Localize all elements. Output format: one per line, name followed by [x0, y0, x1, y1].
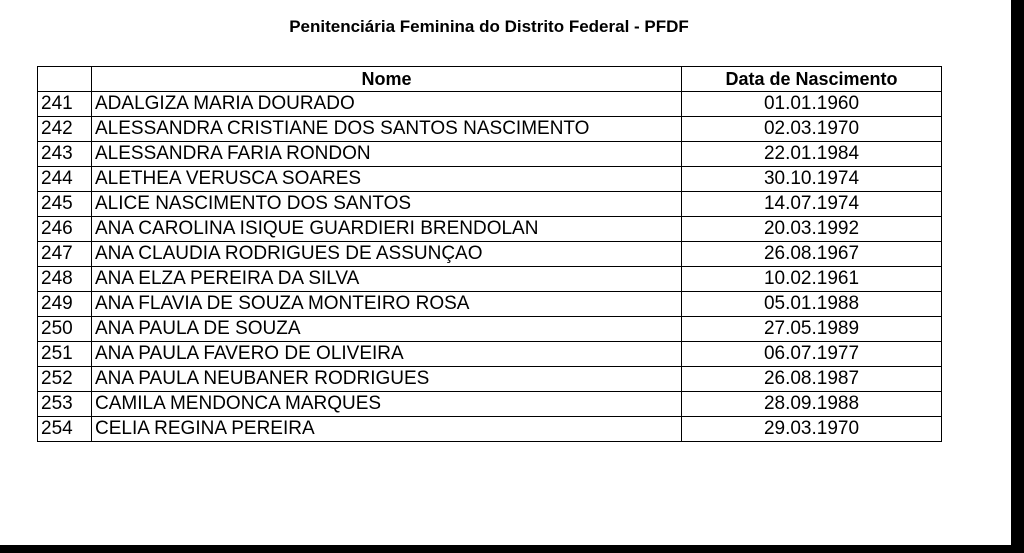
row-number: 247	[38, 242, 92, 267]
row-name: ANA FLAVIA DE SOUZA MONTEIRO ROSA	[92, 292, 682, 317]
row-name: ANA CLAUDIA RODRIGUES DE ASSUNÇAO	[92, 242, 682, 267]
row-number: 250	[38, 317, 92, 342]
row-name: ANA ELZA PEREIRA DA SILVA	[92, 267, 682, 292]
row-birth-date: 14.07.1974	[682, 192, 942, 217]
row-birth-date: 20.03.1992	[682, 217, 942, 242]
table-row	[38, 242, 942, 267]
column-header-number	[38, 67, 92, 92]
row-number: 241	[38, 92, 92, 117]
table-row	[38, 142, 942, 167]
row-name: CAMILA MENDONCA MARQUES	[92, 392, 682, 417]
table-row	[38, 217, 942, 242]
table-row	[38, 267, 942, 292]
row-number: 248	[38, 267, 92, 292]
column-header-birth-date: Data de Nascimento	[682, 67, 942, 92]
table-row	[38, 167, 942, 192]
table-row	[38, 317, 942, 342]
inmate-table	[37, 66, 942, 442]
row-name: ANA PAULA FAVERO DE OLIVEIRA	[92, 342, 682, 367]
row-birth-date: 01.01.1960	[682, 92, 942, 117]
row-birth-date: 05.01.1988	[682, 292, 942, 317]
column-header-name: Nome	[92, 67, 682, 92]
row-birth-date: 28.09.1988	[682, 392, 942, 417]
row-birth-date: 27.05.1989	[682, 317, 942, 342]
row-number: 253	[38, 392, 92, 417]
row-birth-date: 26.08.1967	[682, 242, 942, 267]
row-name: ALICE NASCIMENTO DOS SANTOS	[92, 192, 682, 217]
row-name: ADALGIZA MARIA DOURADO	[92, 92, 682, 117]
table-row	[38, 117, 942, 142]
row-number: 245	[38, 192, 92, 217]
row-number: 254	[38, 417, 92, 442]
document-title: Penitenciária Feminina do Distrito Federal - PFDF	[289, 17, 689, 36]
row-name: ANA CAROLINA ISIQUE GUARDIERI BRENDOLAN	[92, 217, 682, 242]
row-number: 244	[38, 167, 92, 192]
table-header-row	[38, 67, 942, 92]
row-birth-date: 30.10.1974	[682, 167, 942, 192]
row-birth-date: 26.08.1987	[682, 367, 942, 392]
row-name: ANA PAULA DE SOUZA	[92, 317, 682, 342]
row-number: 242	[38, 117, 92, 142]
table-row	[38, 292, 942, 317]
row-number: 246	[38, 217, 92, 242]
table-row	[38, 392, 942, 417]
row-name: ANA PAULA NEUBANER RODRIGUES	[92, 367, 682, 392]
table-row	[38, 342, 942, 367]
table-body	[38, 92, 942, 442]
row-name: ALESSANDRA FARIA RONDON	[92, 142, 682, 167]
row-name: ALETHEA VERUSCA SOARES	[92, 167, 682, 192]
row-number: 243	[38, 142, 92, 167]
row-number: 252	[38, 367, 92, 392]
row-name: ALESSANDRA CRISTIANE DOS SANTOS NASCIMENTO	[92, 117, 682, 142]
row-name: CELIA REGINA PEREIRA	[92, 417, 682, 442]
row-birth-date: 06.07.1977	[682, 342, 942, 367]
row-birth-date: 29.03.1970	[682, 417, 942, 442]
table-row	[38, 92, 942, 117]
row-birth-date: 22.01.1984	[682, 142, 942, 167]
table-row	[38, 417, 942, 442]
table-row	[38, 192, 942, 217]
row-birth-date: 02.03.1970	[682, 117, 942, 142]
table-row	[38, 367, 942, 392]
row-number: 251	[38, 342, 92, 367]
row-birth-date: 10.02.1961	[682, 267, 942, 292]
row-number: 249	[38, 292, 92, 317]
